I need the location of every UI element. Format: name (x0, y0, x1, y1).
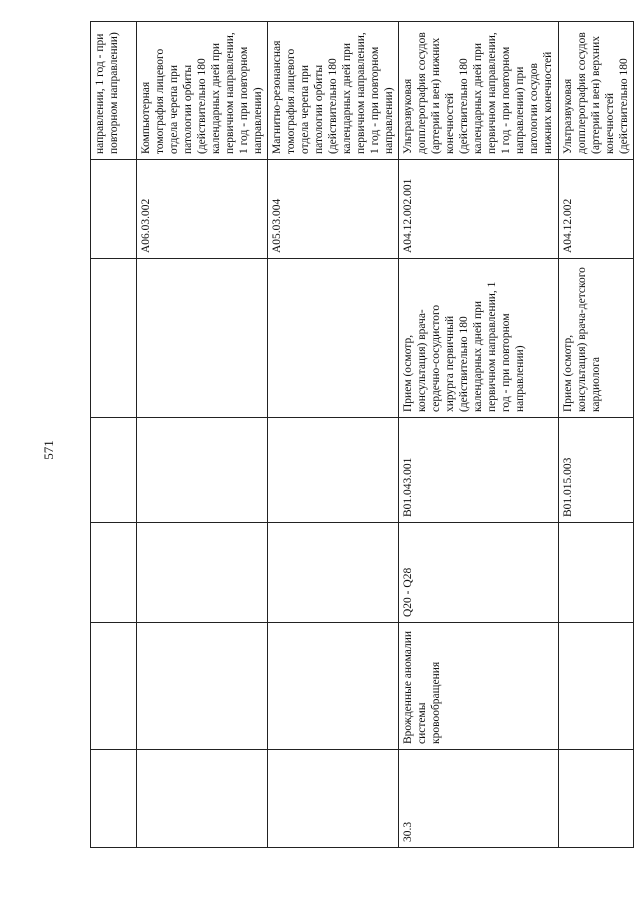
table-row (91, 22, 137, 848)
cell-exam-code (91, 160, 137, 259)
cell-service-name (137, 259, 268, 418)
table-row (559, 22, 634, 848)
cell-exam-code: A04.12.002.001 (399, 160, 559, 259)
cell-num (137, 750, 268, 848)
cell-disease (268, 623, 399, 750)
cell-service-code (137, 418, 268, 523)
cell-service-code (91, 418, 137, 523)
cell-disease (137, 623, 268, 750)
cell-service-code: B01.015.003 (559, 418, 634, 523)
table-row (399, 22, 559, 848)
cell-disease: Врожденные аномалии системы кровообращения (399, 623, 559, 750)
cell-exam-code: A05.03.004 (268, 160, 399, 259)
cell-exam-name: Компьютерная томография лицевого отдела черепа при патологии орбиты (действительно 180 календарных дней при первичном направлении, 1 год - при повторном направлении) (137, 22, 268, 160)
cell-service-name (268, 259, 399, 418)
cell-service-code (268, 418, 399, 523)
table-row (268, 22, 399, 848)
cell-disease (559, 623, 634, 750)
cell-exam-name: Ультразвуковая допплерография сосудов (артерий и вен) нижних конечностей (действительно 180 календарных дней при первичном направлении, 1 год - при повторном направлении) при патологии сосудов нижних конечностей (399, 22, 559, 160)
rotated-page-content (90, 22, 631, 848)
cell-num (91, 750, 137, 848)
cell-num (268, 750, 399, 848)
cell-service-name (91, 259, 137, 418)
cell-service-name: Прием (осмотр, консультация) врача-детского кардиолога (559, 259, 634, 418)
cell-exam-name: Ультразвуковая допплерография сосудов (артерий и вен) верхних конечностей (действительно 180 (559, 22, 634, 160)
cell-icd (559, 523, 634, 623)
cell-icd (91, 523, 137, 623)
cell-exam-name: направлении, 1 год - при повторном направлении) (91, 22, 137, 160)
cell-icd: Q20 - Q28 (399, 523, 559, 623)
cell-num (559, 750, 634, 848)
cell-num: 30.3 (399, 750, 559, 848)
page-number: 571 (41, 440, 56, 460)
cell-service-name: Прием (осмотр, консультация) врача-сердечно-сосудистого хирурга первичный (действительно 180 календарных дней при первичном направлении, 1 год - при повторном направлении) (399, 259, 559, 418)
cell-disease (91, 623, 137, 750)
cell-exam-code: A06.03.002 (137, 160, 268, 259)
cell-service-code: B01.043.001 (399, 418, 559, 523)
cell-exam-code: A04.12.002 (559, 160, 634, 259)
cell-icd (268, 523, 399, 623)
cell-icd (137, 523, 268, 623)
referral-table (90, 21, 634, 848)
cell-exam-name: Магнитно-резонансная томография лицевого отдела черепа при патологии орбиты (действительно 180 календарных дней при первичном направлении, 1 год - при повторном направлении) (268, 22, 399, 160)
table-row (137, 22, 268, 848)
